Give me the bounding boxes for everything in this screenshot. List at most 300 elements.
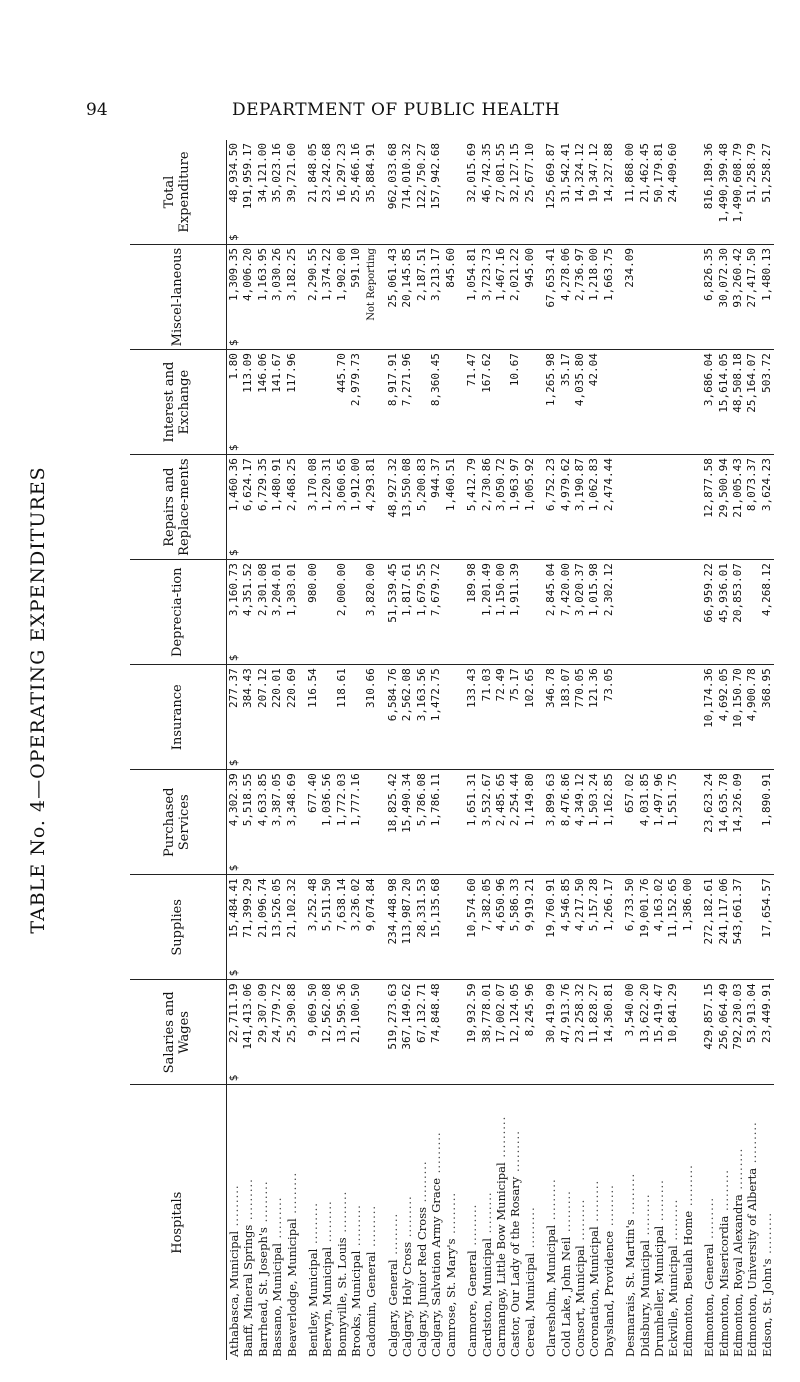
gap-cell <box>537 350 544 455</box>
value-cell <box>415 455 429 560</box>
leader-dots: ......... <box>745 1121 760 1168</box>
value-cell <box>623 455 637 560</box>
table-row <box>364 140 379 1360</box>
hospital-name: Carmangay, Little Bow Municipal <box>493 1162 508 1357</box>
gap-cell <box>299 1085 306 1360</box>
value: 4,650.96 <box>493 878 507 932</box>
value: 15,614.05 <box>716 353 730 413</box>
value-cell <box>573 560 587 665</box>
hospital-name-cell <box>587 1085 601 1360</box>
value-cell <box>480 875 494 980</box>
hospital-name-cell <box>320 1085 334 1360</box>
value-cell <box>702 350 716 455</box>
value: 102.65 <box>522 668 536 708</box>
value-cell <box>306 560 320 665</box>
value: 816,189.36 <box>702 143 716 210</box>
value: 48,508.18 <box>731 353 744 413</box>
value-cell <box>415 770 429 875</box>
gap-cell <box>537 455 544 560</box>
value-cell <box>602 350 616 455</box>
leader-dots: ......... <box>522 1206 537 1253</box>
value: 11,828.27 <box>587 983 601 1043</box>
value: 1,912.00 <box>349 458 363 512</box>
value-cell <box>400 455 414 560</box>
table-row <box>270 140 284 1360</box>
value-cell <box>508 875 522 980</box>
value-cell <box>306 350 320 455</box>
value-cell <box>602 140 616 245</box>
value-cell <box>241 140 255 245</box>
table-body <box>227 140 775 1360</box>
value: 1,490,399.48 <box>716 143 730 223</box>
value-cell <box>559 140 573 245</box>
value-cell <box>717 350 731 455</box>
gap-cell <box>379 245 386 350</box>
value-cell <box>335 560 349 665</box>
value-cell <box>544 245 558 350</box>
value-cell <box>444 770 458 875</box>
value-cell <box>623 560 637 665</box>
gap-cell <box>616 140 623 245</box>
value: 1,150.00 <box>493 563 507 617</box>
hospital-name: Banff, Mineral Springs <box>241 1224 256 1357</box>
value-cell <box>559 665 573 770</box>
gap-cell <box>458 875 465 980</box>
value-cell <box>602 875 616 980</box>
hospital-name: Claresholm, Municipal <box>544 1224 559 1357</box>
value: 3,190.87 <box>572 458 586 512</box>
value: 48,927.32 <box>386 458 400 518</box>
value-cell <box>652 665 666 770</box>
value-cell <box>386 875 400 980</box>
value-cell <box>508 245 522 350</box>
value-cell <box>400 140 414 245</box>
hospital-name: Berwyn, Municipal <box>320 1246 335 1357</box>
gap-cell <box>695 245 702 350</box>
value-cell <box>587 770 601 875</box>
value: 15,490.34 <box>400 773 414 833</box>
value: 113.09 <box>241 353 255 393</box>
value: 2,485.65 <box>493 773 507 827</box>
hospital-name: Cadomin, General <box>364 1251 379 1357</box>
value: 38,778.01 <box>479 983 493 1043</box>
leader-dots: ......... <box>429 1131 444 1178</box>
value: 2,845.04 <box>544 563 558 617</box>
value: 8,073.37 <box>745 458 759 512</box>
gap-cell <box>695 140 702 245</box>
gap-cell <box>537 980 544 1085</box>
leader-dots: ......... <box>716 1169 731 1216</box>
gap-cell <box>695 455 702 560</box>
value: 2,736.97 <box>572 248 586 302</box>
value-cell <box>480 665 494 770</box>
value-cell <box>508 770 522 875</box>
value-cell <box>227 245 242 350</box>
gap-cell <box>299 455 306 560</box>
value: 5,511.50 <box>320 878 334 932</box>
value-cell <box>523 560 537 665</box>
value-cell <box>702 770 716 875</box>
value: 3,030.26 <box>270 248 284 302</box>
value-cell <box>702 875 716 980</box>
value: 6,752.23 <box>544 458 558 512</box>
value-cell <box>480 980 494 1085</box>
gap-cell <box>379 560 386 665</box>
value: 6,624.17 <box>241 458 255 512</box>
value-cell <box>256 875 270 980</box>
value-cell <box>241 560 255 665</box>
gap-cell <box>458 140 465 245</box>
value: 3,624.23 <box>759 458 773 512</box>
column-header-hospitals: Hospitals <box>130 1085 227 1360</box>
hospital-name: Edmonton, General <box>702 1243 717 1357</box>
value: 32,015.69 <box>465 143 479 203</box>
value: 113,987.20 <box>400 878 414 945</box>
table-row <box>523 140 537 1360</box>
currency-symbol: $ <box>227 444 240 452</box>
value: 4,979.62 <box>558 458 572 512</box>
value: 71.03 <box>479 668 493 702</box>
leader-dots: ......... <box>508 1130 523 1177</box>
value: 4,006.20 <box>241 248 255 302</box>
value: 29,500.94 <box>716 458 730 518</box>
value: 19,347.12 <box>587 143 601 203</box>
value-cell <box>638 455 652 560</box>
value: 39,721.60 <box>284 143 298 203</box>
value-cell <box>638 770 652 875</box>
hospital-name-cell <box>480 1085 494 1360</box>
value: 50,179.81 <box>651 143 665 203</box>
not-reporting-label: Not Reporting <box>365 248 377 321</box>
value: 24,409.60 <box>666 143 680 203</box>
value: 146.06 <box>255 353 269 393</box>
value: 45,936.01 <box>716 563 730 623</box>
value: 35,023.16 <box>270 143 284 203</box>
value: 12,877.58 <box>702 458 716 518</box>
value-cell <box>400 245 414 350</box>
table-row <box>494 140 508 1360</box>
value-cell <box>544 665 558 770</box>
hospital-name: Consort, Municipal <box>572 1245 587 1357</box>
value-cell <box>523 140 537 245</box>
value: 9,069.50 <box>306 983 320 1037</box>
value: 2,979.73 <box>349 353 363 407</box>
value: 14,635.78 <box>716 773 730 833</box>
value-cell <box>270 140 284 245</box>
value: 6,733.50 <box>623 878 637 932</box>
value: 23,258.32 <box>572 983 586 1043</box>
value: 15,484.41 <box>227 878 240 938</box>
value: 519,273.63 <box>386 983 400 1050</box>
value: 25,061.43 <box>386 248 400 308</box>
value: 234,448.98 <box>386 878 400 945</box>
hospital-name-cell <box>702 1085 716 1360</box>
value-cell <box>335 140 349 245</box>
value: 4,163.02 <box>651 878 665 932</box>
value: 67,653.41 <box>544 248 558 308</box>
table-row <box>349 140 363 1360</box>
hospital-name: Edmonton, Beulah Home <box>680 1210 695 1357</box>
value-cell <box>306 140 320 245</box>
value-cell <box>415 245 429 350</box>
value: 23,449.91 <box>759 983 773 1043</box>
hospital-name: Cold Lake, John Neil <box>558 1236 573 1357</box>
hospital-name-cell <box>285 1085 299 1360</box>
value-cell <box>400 770 414 875</box>
value-cell <box>285 665 299 770</box>
value-cell <box>444 455 458 560</box>
value: 503.72 <box>759 353 773 393</box>
value: 191,959.17 <box>241 143 255 210</box>
table-row <box>241 140 255 1360</box>
value-cell <box>508 350 522 455</box>
value-cell <box>444 665 458 770</box>
value: 6,826.35 <box>702 248 716 302</box>
value-cell <box>717 140 731 245</box>
hospital-name-cell <box>717 1085 731 1360</box>
hospital-name: Bonnyville, St. Louis <box>334 1237 349 1357</box>
value: 75.17 <box>508 668 522 702</box>
value-cell <box>465 245 479 350</box>
value-cell <box>666 980 680 1085</box>
value-cell <box>717 560 731 665</box>
hospital-name-cell <box>386 1085 400 1360</box>
value-cell <box>638 665 652 770</box>
hospital-name-cell <box>335 1085 349 1360</box>
value: 3,060.65 <box>334 458 348 512</box>
value: 21,848.05 <box>306 143 320 203</box>
value: 1,303.01 <box>284 563 298 617</box>
value-cell <box>602 665 616 770</box>
currency-symbol: $ <box>227 549 240 557</box>
value-cell <box>745 875 759 980</box>
gap-cell <box>379 455 386 560</box>
value-cell <box>652 350 666 455</box>
value-cell <box>227 455 242 560</box>
value-cell <box>666 875 680 980</box>
value: 7,420.00 <box>558 563 572 617</box>
value-cell <box>544 770 558 875</box>
value: 770.05 <box>572 668 586 708</box>
value-cell <box>638 245 652 350</box>
value-cell <box>652 455 666 560</box>
hospital-name-cell <box>731 1085 745 1360</box>
gap-cell <box>379 140 386 245</box>
value: 1,163.95 <box>255 248 269 302</box>
value: 1,374.22 <box>320 248 334 302</box>
value-cell <box>623 350 637 455</box>
value-cell <box>285 770 299 875</box>
column-header-salaries: Salaries and Wages <box>130 980 227 1085</box>
value: 13,526.05 <box>270 878 284 938</box>
value-cell <box>227 980 242 1085</box>
value: 3,723.73 <box>479 248 493 302</box>
value-cell <box>760 350 774 455</box>
value-cell <box>717 875 731 980</box>
value: 3,050.72 <box>493 458 507 512</box>
leader-dots: ......... <box>364 1204 379 1252</box>
hospital-name-cell <box>508 1085 522 1360</box>
value-cell <box>731 560 745 665</box>
value-cell <box>227 770 242 875</box>
value: 272,182.61 <box>702 878 716 945</box>
value-cell <box>320 770 334 875</box>
value-cell <box>415 350 429 455</box>
value: 122,750.27 <box>414 143 428 210</box>
value-cell <box>429 665 443 770</box>
value-cell <box>256 560 270 665</box>
value-cell <box>256 770 270 875</box>
value: 27,081.55 <box>493 143 507 203</box>
value: 3,686.04 <box>702 353 716 407</box>
value-cell <box>480 140 494 245</box>
group-gap <box>458 140 465 1360</box>
value-cell <box>573 665 587 770</box>
value: 12,124.05 <box>508 983 522 1043</box>
value-cell <box>320 980 334 1085</box>
value-cell <box>256 245 270 350</box>
value: 17,654.57 <box>759 878 773 938</box>
value: 25,677.10 <box>522 143 536 203</box>
value-cell <box>306 980 320 1085</box>
leader-dots: ......... <box>241 1178 256 1225</box>
value: 368.95 <box>759 668 773 708</box>
value: 14,324.12 <box>572 143 586 203</box>
value: 1,015.98 <box>587 563 601 617</box>
table-row <box>745 140 759 1360</box>
value-cell <box>587 875 601 980</box>
column-header-total: Total Expenditure <box>130 140 227 245</box>
gap-cell <box>616 980 623 1085</box>
value-cell <box>760 140 774 245</box>
value-cell <box>349 350 363 455</box>
value-cell <box>508 980 522 1085</box>
hospital-name-cell <box>349 1085 363 1360</box>
table-row <box>465 140 479 1360</box>
value: 3,020.37 <box>572 563 586 617</box>
value: 3,163.56 <box>414 668 428 722</box>
leader-dots: ......... <box>731 1147 745 1195</box>
value: 25,164.07 <box>745 353 759 413</box>
table-row <box>544 140 558 1360</box>
value: 16,297.23 <box>334 143 348 203</box>
value-cell <box>760 665 774 770</box>
value-cell <box>587 665 601 770</box>
hospital-name-cell <box>429 1085 443 1360</box>
department-title: DEPARTMENT OF PUBLIC HEALTH <box>232 100 561 120</box>
leader-dots: ......... <box>255 1180 270 1228</box>
value: 1,220.31 <box>320 458 334 512</box>
value: 1,911.39 <box>508 563 522 617</box>
value: 11,868.00 <box>623 143 637 203</box>
value-cell <box>241 665 255 770</box>
value: 5,518.55 <box>241 773 255 827</box>
value: 34,121.00 <box>255 143 269 203</box>
value-cell <box>415 665 429 770</box>
value-cell <box>523 455 537 560</box>
leader-dots: ......... <box>443 1191 458 1239</box>
value-cell <box>573 140 587 245</box>
gap-cell <box>537 665 544 770</box>
currency-symbol: $ <box>227 759 240 767</box>
gap-cell <box>537 1085 544 1360</box>
value-cell <box>544 560 558 665</box>
value-cell <box>444 560 458 665</box>
value-cell <box>623 140 637 245</box>
gap-cell <box>458 245 465 350</box>
value-cell <box>400 560 414 665</box>
value: 1,460.51 <box>443 458 457 512</box>
value-cell <box>320 665 334 770</box>
hospital-name-cell <box>444 1085 458 1360</box>
value-cell <box>523 665 537 770</box>
table-title-text: TABLE No. 4—OPERATING EXPENDITURES <box>27 466 49 934</box>
value-cell <box>760 875 774 980</box>
value-cell <box>544 140 558 245</box>
gap-cell <box>379 1085 386 1360</box>
value: 962,033.68 <box>386 143 400 210</box>
value: 3,348.69 <box>284 773 298 827</box>
operating-expenditures-table <box>130 140 774 1360</box>
value: 1,467.16 <box>493 248 507 302</box>
value: 14,360.81 <box>601 983 615 1043</box>
gap-cell <box>379 665 386 770</box>
value: 1,890.91 <box>759 773 773 827</box>
value-cell <box>320 140 334 245</box>
value-cell <box>573 455 587 560</box>
value: 3,820.00 <box>364 563 378 617</box>
table-row <box>320 140 334 1360</box>
value-cell <box>285 350 299 455</box>
value: 48,934.50 <box>227 143 240 203</box>
value: 2,468.25 <box>284 458 298 512</box>
leader-dots: ......... <box>651 1179 666 1226</box>
value: 66,959.22 <box>702 563 716 623</box>
value-cell <box>731 770 745 875</box>
value: 1,162.85 <box>601 773 615 827</box>
leader-dots: ......... <box>623 1172 638 1220</box>
gap-cell <box>695 665 702 770</box>
gap-cell <box>299 665 306 770</box>
value-cell <box>559 875 573 980</box>
page-header <box>0 0 800 140</box>
value-cell <box>386 140 400 245</box>
table-row <box>285 140 299 1360</box>
value-cell <box>415 980 429 1085</box>
value-cell <box>364 560 379 665</box>
value: 4,035.80 <box>572 353 586 407</box>
leader-dots: ......... <box>334 1190 349 1238</box>
value-cell <box>745 140 759 245</box>
hospital-name-cell <box>241 1085 255 1360</box>
table-row <box>306 140 320 1360</box>
value: 10,574.60 <box>465 878 479 938</box>
gap-cell <box>616 875 623 980</box>
leader-dots: ......... <box>558 1190 573 1237</box>
value-cell <box>429 350 443 455</box>
value: 35,884.91 <box>364 143 378 203</box>
value: 30,072.30 <box>716 248 730 308</box>
value: 21,462.45 <box>637 143 651 203</box>
value: 445.70 <box>334 353 348 393</box>
value-cell <box>444 245 458 350</box>
value-cell <box>745 770 759 875</box>
hospital-name-cell <box>681 1085 695 1360</box>
table-row <box>573 140 587 1360</box>
table-row <box>429 140 443 1360</box>
value-cell <box>400 980 414 1085</box>
value-cell <box>544 455 558 560</box>
